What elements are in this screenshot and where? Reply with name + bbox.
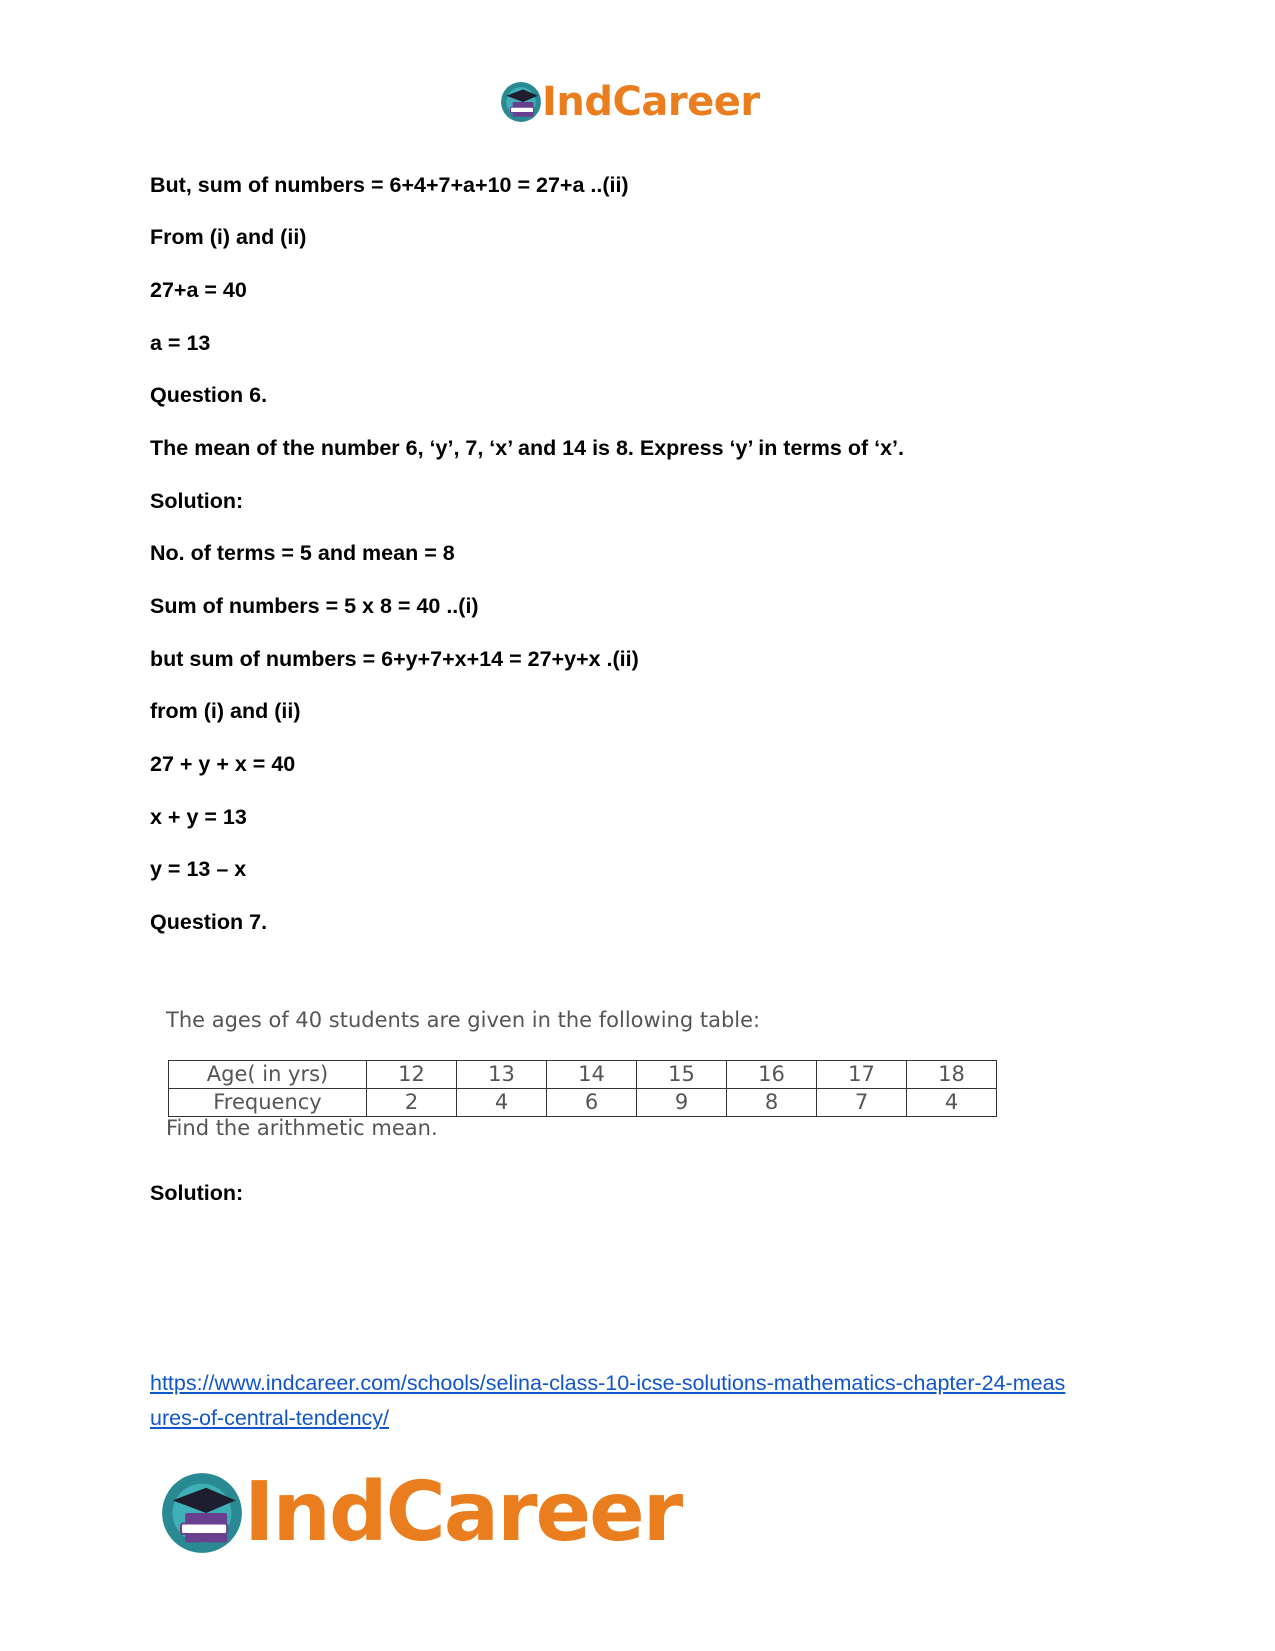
- table-cell: 16: [727, 1061, 817, 1089]
- logo-text: IndCareer: [542, 79, 760, 125]
- text-line: 27+a = 40: [150, 278, 247, 302]
- table-cell: 2: [367, 1089, 457, 1117]
- table-cell: 4: [907, 1089, 997, 1117]
- question7-instruction: Find the arithmetic mean.: [166, 1116, 438, 1140]
- footer-logo: [160, 1465, 682, 1560]
- table-cell: 12: [367, 1061, 457, 1089]
- table-cell: 14: [547, 1061, 637, 1089]
- solution-heading: Solution:: [150, 1181, 244, 1205]
- text-line: No. of terms = 5 and mean = 8: [150, 541, 455, 565]
- text-line: x + y = 13: [150, 805, 247, 829]
- table-cell: 7: [817, 1089, 907, 1117]
- question-heading: Question 7.: [150, 910, 268, 934]
- text-line: y = 13 – x: [150, 857, 247, 881]
- graduation-cap-book-icon: [160, 1471, 244, 1555]
- table-cell: 4: [457, 1089, 547, 1117]
- text-line: From (i) and (ii): [150, 225, 307, 249]
- source-link-line1[interactable]: https://www.indcareer.com/schools/selina-class-10-icse-solutions-mathematics-chapter-24-meas: [150, 1371, 1066, 1395]
- text-line: from (i) and (ii): [150, 699, 301, 723]
- table-cell: 6: [547, 1089, 637, 1117]
- text-line: but sum of numbers = 6+y+7+x+14 = 27+y+x .(ii): [150, 647, 639, 671]
- solution-heading: Solution:: [150, 489, 244, 513]
- table-cell: 18: [907, 1061, 997, 1089]
- age-frequency-table: [168, 1060, 997, 1117]
- question-heading: Question 6.: [150, 383, 268, 407]
- text-line: Sum of numbers = 5 x 8 = 40 ..(i): [150, 594, 479, 618]
- table-row: [169, 1061, 997, 1089]
- table-cell: 13: [457, 1061, 547, 1089]
- text-line: a = 13: [150, 331, 211, 355]
- question7-intro: The ages of 40 students are given in the following table:: [166, 1008, 761, 1032]
- table-row: [169, 1089, 997, 1117]
- question-text: The mean of the number 6, ‘y’, 7, ‘x’ and 14 is 8. Express ‘y’ in terms of ‘x’.: [150, 436, 904, 460]
- table-header-cell: Frequency: [169, 1089, 367, 1117]
- table-cell: 17: [817, 1061, 907, 1089]
- table-cell: 9: [637, 1089, 727, 1117]
- text-line: But, sum of numbers = 6+4+7+a+10 = 27+a ..(ii): [150, 173, 629, 197]
- table-cell: 15: [637, 1061, 727, 1089]
- graduation-cap-book-icon: [500, 81, 542, 123]
- header-logo: [500, 78, 760, 126]
- logo-text: IndCareer: [244, 1465, 682, 1560]
- table-header-cell: Age( in yrs): [169, 1061, 367, 1089]
- text-line: 27 + y + x = 40: [150, 752, 296, 776]
- table-cell: 8: [727, 1089, 817, 1117]
- source-link-line2[interactable]: ures-of-central-tendency/: [150, 1406, 389, 1430]
